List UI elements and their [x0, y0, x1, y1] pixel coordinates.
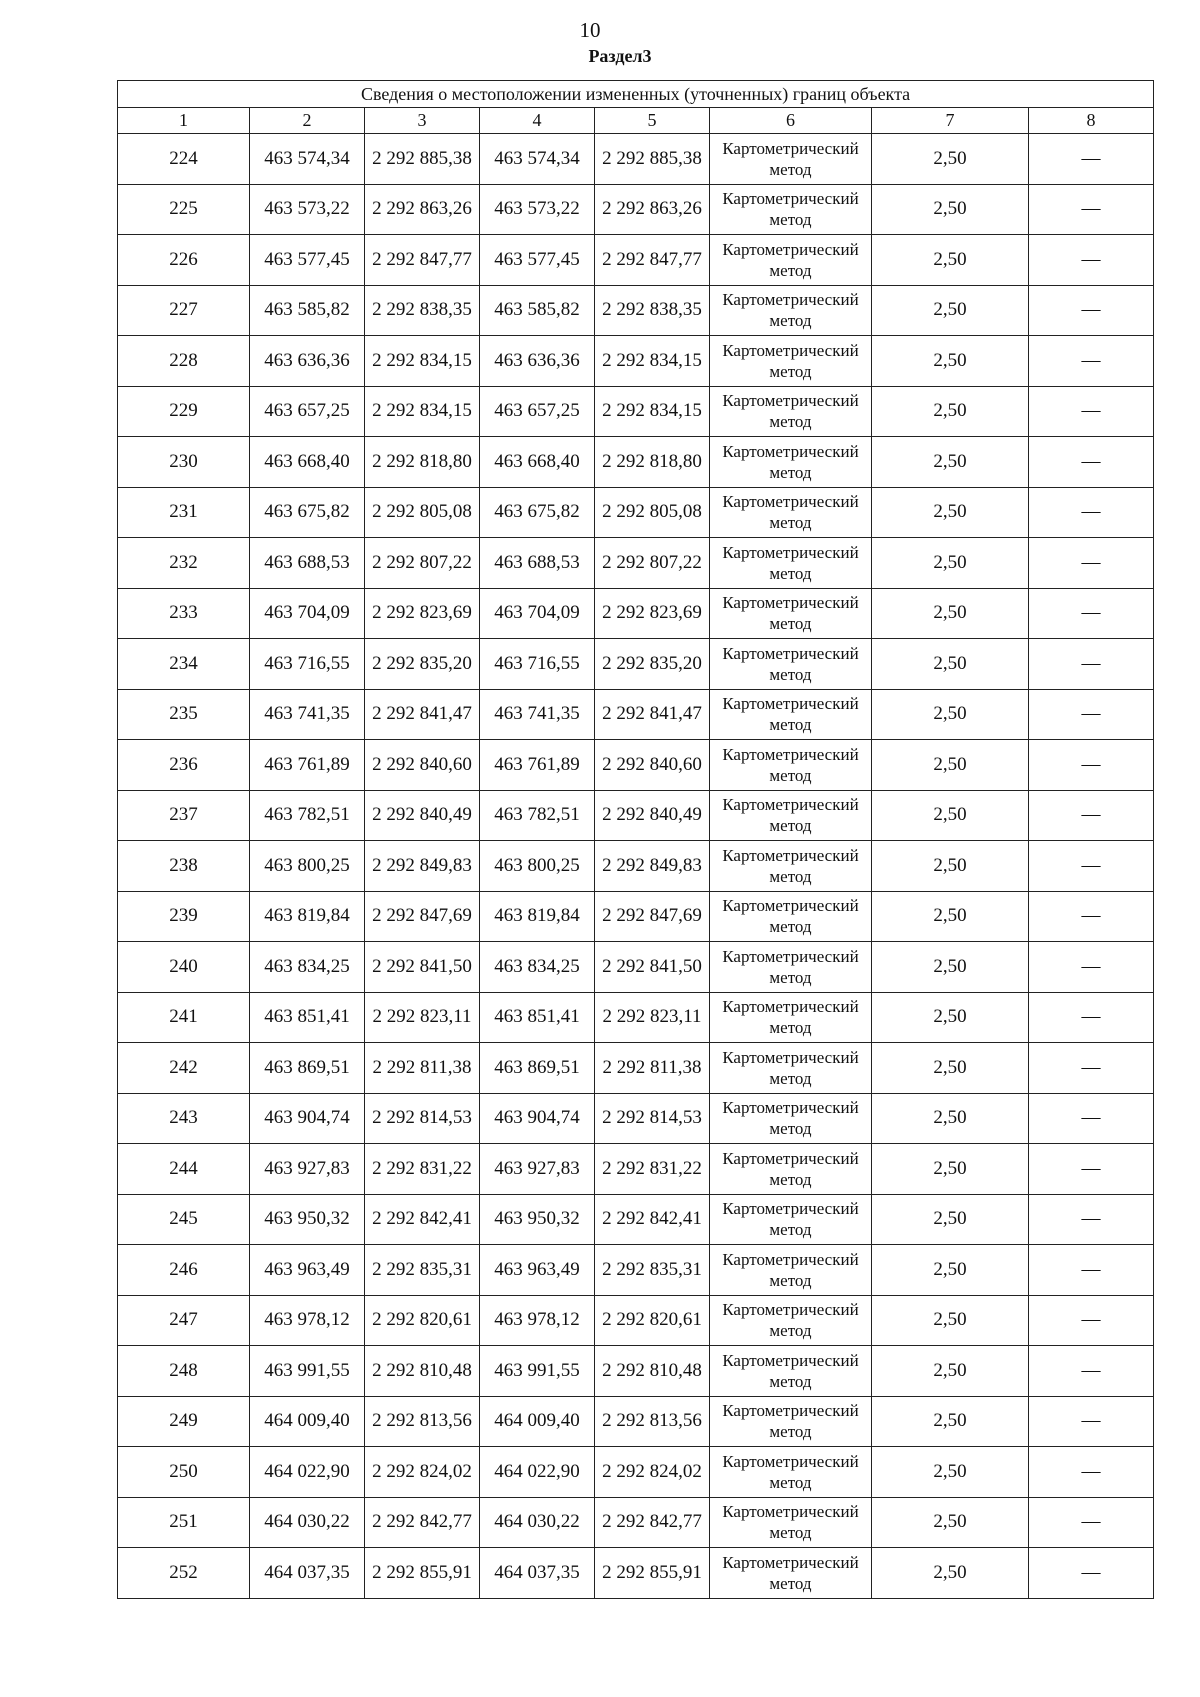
y-coordinate-cell: 2 292 855,91: [595, 1548, 710, 1599]
y-coordinate-cell: 2 292 834,15: [595, 336, 710, 387]
x-coordinate-cell: 463 904,74: [250, 1093, 365, 1144]
point-number-cell: 225: [118, 184, 250, 235]
x-coordinate-cell: 463 927,83: [480, 1144, 595, 1195]
point-number-cell: 227: [118, 285, 250, 336]
column-header: 6: [710, 108, 872, 134]
y-coordinate-cell: 2 292 842,77: [595, 1497, 710, 1548]
y-coordinate-cell: 2 292 824,02: [595, 1447, 710, 1498]
y-coordinate-cell: 2 292 847,77: [595, 235, 710, 286]
accuracy-cell: 2,50: [872, 1497, 1029, 1548]
table-row: [118, 1245, 1154, 1296]
x-coordinate-cell: 463 950,32: [480, 1194, 595, 1245]
x-coordinate-cell: 463 636,36: [250, 336, 365, 387]
accuracy-cell: 2,50: [872, 790, 1029, 841]
y-coordinate-cell: 2 292 823,11: [365, 992, 480, 1043]
accuracy-cell: 2,50: [872, 235, 1029, 286]
description-cell: —: [1029, 235, 1154, 286]
table-row: [118, 538, 1154, 589]
accuracy-cell: 2,50: [872, 1043, 1029, 1094]
column-header: 4: [480, 108, 595, 134]
y-coordinate-cell: 2 292 838,35: [595, 285, 710, 336]
x-coordinate-cell: 464 009,40: [250, 1396, 365, 1447]
accuracy-cell: 2,50: [872, 942, 1029, 993]
y-coordinate-cell: 2 292 847,69: [365, 891, 480, 942]
y-coordinate-cell: 2 292 813,56: [595, 1396, 710, 1447]
y-coordinate-cell: 2 292 810,48: [365, 1346, 480, 1397]
table-row: [118, 1447, 1154, 1498]
y-coordinate-cell: 2 292 835,31: [365, 1245, 480, 1296]
description-cell: —: [1029, 1245, 1154, 1296]
method-cell: Картометрический метод: [710, 336, 872, 387]
point-number-cell: 251: [118, 1497, 250, 1548]
description-cell: —: [1029, 639, 1154, 690]
accuracy-cell: 2,50: [872, 740, 1029, 791]
x-coordinate-cell: 463 675,82: [480, 487, 595, 538]
point-number-cell: 239: [118, 891, 250, 942]
y-coordinate-cell: 2 292 855,91: [365, 1548, 480, 1599]
description-cell: —: [1029, 891, 1154, 942]
accuracy-cell: 2,50: [872, 336, 1029, 387]
table-row: [118, 184, 1154, 235]
y-coordinate-cell: 2 292 818,80: [365, 437, 480, 488]
table-caption: Сведения о местоположении измененных (уточненных) границ объекта: [118, 81, 1154, 108]
y-coordinate-cell: 2 292 823,69: [365, 588, 480, 639]
description-cell: —: [1029, 841, 1154, 892]
x-coordinate-cell: 463 574,34: [480, 134, 595, 185]
y-coordinate-cell: 2 292 840,49: [365, 790, 480, 841]
column-header: 8: [1029, 108, 1154, 134]
table-row: [118, 992, 1154, 1043]
method-cell: Картометрический метод: [710, 1447, 872, 1498]
section-title: Раздел3: [588, 46, 652, 66]
x-coordinate-cell: 463 636,36: [480, 336, 595, 387]
x-coordinate-cell: 463 927,83: [250, 1144, 365, 1195]
x-coordinate-cell: 463 668,40: [480, 437, 595, 488]
table-row: [118, 588, 1154, 639]
method-cell: Картометрический метод: [710, 285, 872, 336]
description-cell: —: [1029, 1295, 1154, 1346]
x-coordinate-cell: 464 030,22: [250, 1497, 365, 1548]
table-row: [118, 386, 1154, 437]
table-row: [118, 487, 1154, 538]
y-coordinate-cell: 2 292 814,53: [365, 1093, 480, 1144]
description-cell: —: [1029, 1497, 1154, 1548]
table-row: [118, 790, 1154, 841]
method-cell: Картометрический метод: [710, 184, 872, 235]
y-coordinate-cell: 2 292 841,47: [365, 689, 480, 740]
point-number-cell: 231: [118, 487, 250, 538]
accuracy-cell: 2,50: [872, 285, 1029, 336]
boundary-coordinates-table: [117, 80, 1154, 1599]
x-coordinate-cell: 463 716,55: [250, 639, 365, 690]
column-header: 3: [365, 108, 480, 134]
method-cell: Картометрический метод: [710, 689, 872, 740]
y-coordinate-cell: 2 292 823,69: [595, 588, 710, 639]
x-coordinate-cell: 463 851,41: [480, 992, 595, 1043]
point-number-cell: 240: [118, 942, 250, 993]
accuracy-cell: 2,50: [872, 992, 1029, 1043]
x-coordinate-cell: 463 869,51: [250, 1043, 365, 1094]
y-coordinate-cell: 2 292 842,41: [365, 1194, 480, 1245]
y-coordinate-cell: 2 292 841,50: [595, 942, 710, 993]
point-number-cell: 229: [118, 386, 250, 437]
point-number-cell: 246: [118, 1245, 250, 1296]
x-coordinate-cell: 463 834,25: [250, 942, 365, 993]
accuracy-cell: 2,50: [872, 184, 1029, 235]
description-cell: —: [1029, 740, 1154, 791]
accuracy-cell: 2,50: [872, 639, 1029, 690]
x-coordinate-cell: 464 022,90: [250, 1447, 365, 1498]
accuracy-cell: 2,50: [872, 1447, 1029, 1498]
description-cell: —: [1029, 336, 1154, 387]
y-coordinate-cell: 2 292 834,15: [365, 386, 480, 437]
method-cell: Картометрический метод: [710, 437, 872, 488]
method-cell: Картометрический метод: [710, 1245, 872, 1296]
table-row: [118, 1497, 1154, 1548]
x-coordinate-cell: 463 688,53: [480, 538, 595, 589]
x-coordinate-cell: 463 851,41: [250, 992, 365, 1043]
point-number-cell: 230: [118, 437, 250, 488]
point-number-cell: 226: [118, 235, 250, 286]
y-coordinate-cell: 2 292 847,69: [595, 891, 710, 942]
y-coordinate-cell: 2 292 840,60: [595, 740, 710, 791]
table-row: [118, 1295, 1154, 1346]
x-coordinate-cell: 463 704,09: [480, 588, 595, 639]
x-coordinate-cell: 464 030,22: [480, 1497, 595, 1548]
table-row: [118, 285, 1154, 336]
method-cell: Картометрический метод: [710, 487, 872, 538]
y-coordinate-cell: 2 292 820,61: [365, 1295, 480, 1346]
y-coordinate-cell: 2 292 835,20: [595, 639, 710, 690]
y-coordinate-cell: 2 292 863,26: [595, 184, 710, 235]
accuracy-cell: 2,50: [872, 1346, 1029, 1397]
x-coordinate-cell: 463 573,22: [250, 184, 365, 235]
x-coordinate-cell: 463 688,53: [250, 538, 365, 589]
method-cell: Картометрический метод: [710, 639, 872, 690]
point-number-cell: 224: [118, 134, 250, 185]
x-coordinate-cell: 463 573,22: [480, 184, 595, 235]
description-cell: —: [1029, 285, 1154, 336]
x-coordinate-cell: 463 668,40: [250, 437, 365, 488]
y-coordinate-cell: 2 292 818,80: [595, 437, 710, 488]
method-cell: Картометрический метод: [710, 942, 872, 993]
y-coordinate-cell: 2 292 840,60: [365, 740, 480, 791]
accuracy-cell: 2,50: [872, 134, 1029, 185]
accuracy-cell: 2,50: [872, 487, 1029, 538]
x-coordinate-cell: 463 963,49: [250, 1245, 365, 1296]
y-coordinate-cell: 2 292 885,38: [365, 134, 480, 185]
column-header: 1: [118, 108, 250, 134]
y-coordinate-cell: 2 292 838,35: [365, 285, 480, 336]
method-cell: Картометрический метод: [710, 740, 872, 791]
table-row: [118, 1548, 1154, 1599]
y-coordinate-cell: 2 292 823,11: [595, 992, 710, 1043]
point-number-cell: 237: [118, 790, 250, 841]
x-coordinate-cell: 463 741,35: [250, 689, 365, 740]
x-coordinate-cell: 463 978,12: [250, 1295, 365, 1346]
table-row: [118, 891, 1154, 942]
accuracy-cell: 2,50: [872, 437, 1029, 488]
accuracy-cell: 2,50: [872, 538, 1029, 589]
description-cell: —: [1029, 1144, 1154, 1195]
y-coordinate-cell: 2 292 811,38: [365, 1043, 480, 1094]
table-row: [118, 1346, 1154, 1397]
method-cell: Картометрический метод: [710, 538, 872, 589]
table-row: [118, 235, 1154, 286]
description-cell: —: [1029, 437, 1154, 488]
table-row: [118, 1043, 1154, 1094]
description-cell: —: [1029, 689, 1154, 740]
y-coordinate-cell: 2 292 814,53: [595, 1093, 710, 1144]
y-coordinate-cell: 2 292 834,15: [595, 386, 710, 437]
page-number: 10: [579, 18, 601, 42]
method-cell: Картометрический метод: [710, 134, 872, 185]
x-coordinate-cell: 463 741,35: [480, 689, 595, 740]
table-row: [118, 740, 1154, 791]
x-coordinate-cell: 463 657,25: [250, 386, 365, 437]
accuracy-cell: 2,50: [872, 841, 1029, 892]
x-coordinate-cell: 463 963,49: [480, 1245, 595, 1296]
table-row: [118, 1144, 1154, 1195]
method-cell: Картометрический метод: [710, 992, 872, 1043]
description-cell: —: [1029, 1447, 1154, 1498]
point-number-cell: 249: [118, 1396, 250, 1447]
table-row: [118, 134, 1154, 185]
x-coordinate-cell: 463 904,74: [480, 1093, 595, 1144]
method-cell: Картометрический метод: [710, 1497, 872, 1548]
method-cell: Картометрический метод: [710, 235, 872, 286]
y-coordinate-cell: 2 292 841,50: [365, 942, 480, 993]
description-cell: —: [1029, 1043, 1154, 1094]
y-coordinate-cell: 2 292 842,41: [595, 1194, 710, 1245]
column-header: 5: [595, 108, 710, 134]
x-coordinate-cell: 463 577,45: [480, 235, 595, 286]
y-coordinate-cell: 2 292 835,20: [365, 639, 480, 690]
y-coordinate-cell: 2 292 831,22: [595, 1144, 710, 1195]
y-coordinate-cell: 2 292 807,22: [365, 538, 480, 589]
accuracy-cell: 2,50: [872, 386, 1029, 437]
point-number-cell: 234: [118, 639, 250, 690]
table-body: [118, 134, 1154, 1599]
y-coordinate-cell: 2 292 824,02: [365, 1447, 480, 1498]
accuracy-cell: 2,50: [872, 1295, 1029, 1346]
x-coordinate-cell: 463 819,84: [480, 891, 595, 942]
description-cell: —: [1029, 538, 1154, 589]
x-coordinate-cell: 463 991,55: [250, 1346, 365, 1397]
x-coordinate-cell: 463 585,82: [250, 285, 365, 336]
description-cell: —: [1029, 1548, 1154, 1599]
x-coordinate-cell: 464 022,90: [480, 1447, 595, 1498]
point-number-cell: 232: [118, 538, 250, 589]
table-row: [118, 437, 1154, 488]
y-coordinate-cell: 2 292 885,38: [595, 134, 710, 185]
accuracy-cell: 2,50: [872, 1144, 1029, 1195]
method-cell: Картометрический метод: [710, 891, 872, 942]
y-coordinate-cell: 2 292 863,26: [365, 184, 480, 235]
point-number-cell: 238: [118, 841, 250, 892]
method-cell: Картометрический метод: [710, 841, 872, 892]
x-coordinate-cell: 463 761,89: [250, 740, 365, 791]
point-number-cell: 252: [118, 1548, 250, 1599]
accuracy-cell: 2,50: [872, 689, 1029, 740]
x-coordinate-cell: 464 037,35: [250, 1548, 365, 1599]
x-coordinate-cell: 463 657,25: [480, 386, 595, 437]
method-cell: Картометрический метод: [710, 1043, 872, 1094]
table-row: [118, 942, 1154, 993]
description-cell: —: [1029, 184, 1154, 235]
column-header: 7: [872, 108, 1029, 134]
x-coordinate-cell: 463 800,25: [480, 841, 595, 892]
y-coordinate-cell: 2 292 805,08: [365, 487, 480, 538]
x-coordinate-cell: 463 577,45: [250, 235, 365, 286]
y-coordinate-cell: 2 292 811,38: [595, 1043, 710, 1094]
point-number-cell: 228: [118, 336, 250, 387]
table-row: [118, 1396, 1154, 1447]
accuracy-cell: 2,50: [872, 588, 1029, 639]
accuracy-cell: 2,50: [872, 1093, 1029, 1144]
table-row: [118, 1093, 1154, 1144]
description-cell: —: [1029, 790, 1154, 841]
description-cell: —: [1029, 386, 1154, 437]
point-number-cell: 241: [118, 992, 250, 1043]
x-coordinate-cell: 463 585,82: [480, 285, 595, 336]
column-header-row: [118, 108, 1154, 134]
description-cell: —: [1029, 992, 1154, 1043]
description-cell: —: [1029, 1194, 1154, 1245]
x-coordinate-cell: 463 761,89: [480, 740, 595, 791]
x-coordinate-cell: 463 716,55: [480, 639, 595, 690]
table-row: [118, 1194, 1154, 1245]
description-cell: —: [1029, 134, 1154, 185]
point-number-cell: 245: [118, 1194, 250, 1245]
x-coordinate-cell: 463 675,82: [250, 487, 365, 538]
description-cell: —: [1029, 942, 1154, 993]
point-number-cell: 242: [118, 1043, 250, 1094]
y-coordinate-cell: 2 292 810,48: [595, 1346, 710, 1397]
x-coordinate-cell: 464 009,40: [480, 1396, 595, 1447]
accuracy-cell: 2,50: [872, 1194, 1029, 1245]
description-cell: —: [1029, 1346, 1154, 1397]
description-cell: —: [1029, 487, 1154, 538]
y-coordinate-cell: 2 292 840,49: [595, 790, 710, 841]
method-cell: Картометрический метод: [710, 790, 872, 841]
description-cell: —: [1029, 588, 1154, 639]
y-coordinate-cell: 2 292 841,47: [595, 689, 710, 740]
point-number-cell: 244: [118, 1144, 250, 1195]
y-coordinate-cell: 2 292 842,77: [365, 1497, 480, 1548]
description-cell: —: [1029, 1396, 1154, 1447]
method-cell: Картометрический метод: [710, 1295, 872, 1346]
method-cell: Картометрический метод: [710, 1396, 872, 1447]
table-row: [118, 639, 1154, 690]
y-coordinate-cell: 2 292 805,08: [595, 487, 710, 538]
method-cell: Картометрический метод: [710, 1144, 872, 1195]
description-cell: —: [1029, 1093, 1154, 1144]
point-number-cell: 235: [118, 689, 250, 740]
accuracy-cell: 2,50: [872, 1245, 1029, 1296]
y-coordinate-cell: 2 292 834,15: [365, 336, 480, 387]
point-number-cell: 248: [118, 1346, 250, 1397]
accuracy-cell: 2,50: [872, 1396, 1029, 1447]
x-coordinate-cell: 463 574,34: [250, 134, 365, 185]
y-coordinate-cell: 2 292 847,77: [365, 235, 480, 286]
x-coordinate-cell: 463 819,84: [250, 891, 365, 942]
point-number-cell: 243: [118, 1093, 250, 1144]
column-header: 2: [250, 108, 365, 134]
accuracy-cell: 2,50: [872, 891, 1029, 942]
y-coordinate-cell: 2 292 835,31: [595, 1245, 710, 1296]
y-coordinate-cell: 2 292 807,22: [595, 538, 710, 589]
x-coordinate-cell: 463 834,25: [480, 942, 595, 993]
point-number-cell: 247: [118, 1295, 250, 1346]
x-coordinate-cell: 463 800,25: [250, 841, 365, 892]
x-coordinate-cell: 463 782,51: [250, 790, 365, 841]
x-coordinate-cell: 464 037,35: [480, 1548, 595, 1599]
point-number-cell: 236: [118, 740, 250, 791]
y-coordinate-cell: 2 292 849,83: [595, 841, 710, 892]
x-coordinate-cell: 463 978,12: [480, 1295, 595, 1346]
table-row: [118, 841, 1154, 892]
y-coordinate-cell: 2 292 820,61: [595, 1295, 710, 1346]
x-coordinate-cell: 463 991,55: [480, 1346, 595, 1397]
y-coordinate-cell: 2 292 849,83: [365, 841, 480, 892]
method-cell: Картометрический метод: [710, 588, 872, 639]
method-cell: Картометрический метод: [710, 1093, 872, 1144]
x-coordinate-cell: 463 950,32: [250, 1194, 365, 1245]
point-number-cell: 233: [118, 588, 250, 639]
x-coordinate-cell: 463 869,51: [480, 1043, 595, 1094]
y-coordinate-cell: 2 292 813,56: [365, 1396, 480, 1447]
method-cell: Картометрический метод: [710, 1548, 872, 1599]
method-cell: Картометрический метод: [710, 386, 872, 437]
y-coordinate-cell: 2 292 831,22: [365, 1144, 480, 1195]
point-number-cell: 250: [118, 1447, 250, 1498]
x-coordinate-cell: 463 704,09: [250, 588, 365, 639]
method-cell: Картометрический метод: [710, 1194, 872, 1245]
table-row: [118, 336, 1154, 387]
table-row: [118, 689, 1154, 740]
accuracy-cell: 2,50: [872, 1548, 1029, 1599]
x-coordinate-cell: 463 782,51: [480, 790, 595, 841]
method-cell: Картометрический метод: [710, 1346, 872, 1397]
